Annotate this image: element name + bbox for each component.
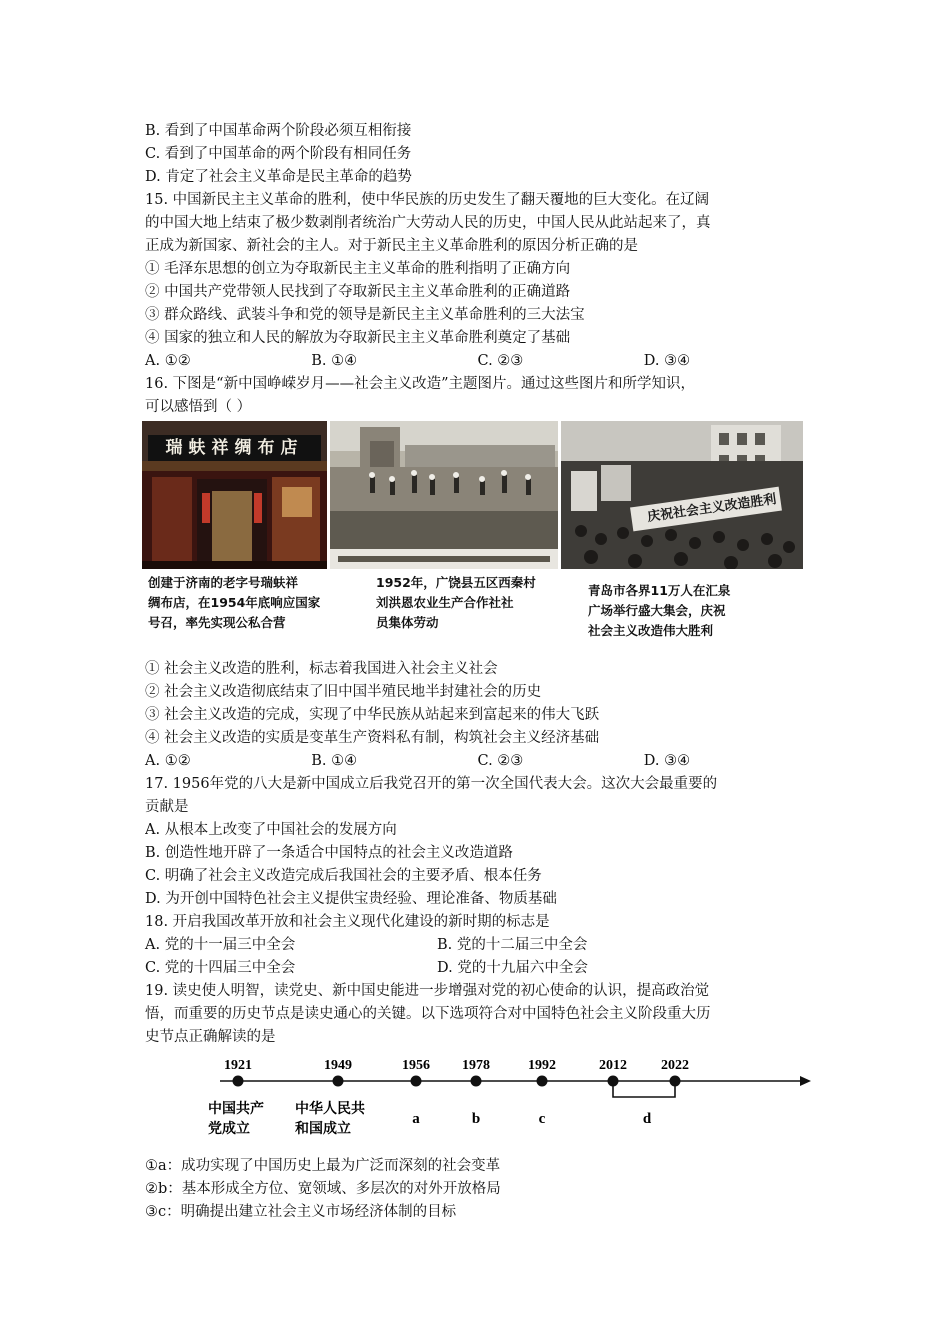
statement: ② 社会主义改造彻底结束了旧中国半殖民地半封建社会的历史 xyxy=(145,684,542,700)
timeline-year-1921: 1921 xyxy=(224,1058,252,1073)
question-stem: 17. 1956年党的八大是新中国成立后我党召开的第一次全国代表大会。这次大会最重要的 xyxy=(145,776,718,792)
answer-options xyxy=(145,350,810,373)
timeline-year-1978: 1978 xyxy=(462,1058,490,1073)
option-b[interactable]: B. 党的十二届三中全会 xyxy=(437,937,588,953)
statement: ② 中国共产党带领人民找到了夺取新民主主义革命胜利的正确道路 xyxy=(145,284,571,300)
timeline-year-2012: 2012 xyxy=(599,1058,627,1073)
question-stem: 贡献是 xyxy=(145,799,189,815)
timeline-dot-1992 xyxy=(537,1076,548,1087)
timeline-label: 中华人民共 xyxy=(295,1101,365,1117)
timeline-year-1956: 1956 xyxy=(402,1058,430,1073)
timeline-label: a xyxy=(412,1111,420,1127)
question-stem: 18. 开启我国改革开放和社会主义现代化建设的新时期的标志是 xyxy=(145,914,550,930)
question-stem: 史节点正确解读的是 xyxy=(145,1029,276,1045)
timeline-dot-1921 xyxy=(233,1076,244,1087)
question-stem: 可以感悟到（ ） xyxy=(145,399,252,415)
answer-options xyxy=(145,934,810,957)
option-a[interactable]: A. ①② xyxy=(145,753,191,769)
option-c[interactable]: C. ②③ xyxy=(477,753,524,769)
statement: ① 毛泽东思想的创立为夺取新民主主义革命的胜利指明了正确方向 xyxy=(145,261,571,277)
option-a[interactable]: A. ①② xyxy=(145,353,191,369)
question-stem: 悟，而重要的历史节点是读史通心的关键。以下选项符合对中国特色社会主义阶段重大历 xyxy=(145,1006,711,1022)
farm-work-photo xyxy=(330,421,558,569)
photo-caption-2: 1952年，广饶县五区西秦村 刘洪恩农业生产合作社社 员集体劳动 xyxy=(376,575,536,630)
option-c[interactable]: C. ②③ xyxy=(477,353,524,369)
timeline-label: c xyxy=(538,1111,546,1127)
history-timeline xyxy=(205,1053,815,1153)
option-a[interactable]: A. 从根本上改变了中国社会的发展方向 xyxy=(145,822,397,838)
question-15 xyxy=(145,189,810,373)
option-b[interactable]: B. 创造性地开辟了一条适合中国特点的社会主义改造道路 xyxy=(145,845,513,861)
timeline-dot-1949 xyxy=(333,1076,344,1087)
question-18 xyxy=(145,911,810,980)
option-d[interactable]: D. 党的十九届六中全会 xyxy=(437,960,588,976)
option-c[interactable]: C. 党的十四届三中全会 xyxy=(145,960,296,976)
option-d[interactable]: D. ③④ xyxy=(643,353,691,369)
statement: ④ 国家的独立和人民的解放为夺取新民主主义革命胜利奠定了基础 xyxy=(145,330,571,346)
timeline-label: 党成立 xyxy=(208,1121,250,1137)
statement: ③c：明确提出建立社会主义市场经济体制的目标 xyxy=(145,1204,457,1220)
option-line: B. 看到了中国革命两个阶段必须互相衔接 xyxy=(145,123,412,139)
statement: ③ 群众路线、武装斗争和党的领导是新民主主义革命胜利的三大法宝 xyxy=(145,307,585,323)
timeline-label-d: d xyxy=(642,1111,652,1127)
question-stem: 的中国大地上结束了极少数剥削者统治广大劳动人民的历史，中国人民从此站起来了，真 xyxy=(145,215,711,231)
option-d[interactable]: D. ③④ xyxy=(643,753,691,769)
option-d[interactable]: D. 为开创中国特色社会主义提供宝贵经验、理论准备、物质基础 xyxy=(145,891,557,907)
timeline-year-2022: 2022 xyxy=(661,1058,689,1073)
statement: ④ 社会主义改造的实质是变革生产资料私有制，构筑社会主义经济基础 xyxy=(145,730,600,746)
question-16 xyxy=(145,373,810,773)
question-stem: 19. 读史使人明智，读党史、新中国史能进一步增强对党的初心使命的认识，提高政治觉 xyxy=(145,983,710,999)
question-content xyxy=(145,120,810,1224)
storefront-sign: 瑞蚨祥绸布店 xyxy=(165,438,304,458)
answer-options xyxy=(145,750,810,773)
statement: ①a：成功实现了中国历史上最为广泛而深刻的社会变革 xyxy=(145,1158,501,1174)
timeline-label: 和国成立 xyxy=(295,1121,351,1137)
timeline-range-bracket xyxy=(613,1081,675,1097)
timeline-label: b xyxy=(471,1111,481,1127)
timeline-label: 中国共产 xyxy=(208,1101,264,1117)
photo-caption-1: 创建于济南的老字号瑞蚨祥 绸布店，在1954年底响应国家 号召，率先实现公私合营 xyxy=(148,575,321,630)
photo-caption-3: 青岛市各界11万人在汇泉 广场举行盛大集会，庆祝 社会主义改造伟大胜利 xyxy=(588,583,731,638)
timeline-dot-1956 xyxy=(411,1076,422,1087)
question-stem: 16. 下图是“新中国峥嵘岁月——社会主义改造”主题图片。通过这些图片和所学知识， xyxy=(145,376,695,392)
question-stem: 正成为新国家、新社会的主人。对于新民主主义革命胜利的原因分析正确的是 xyxy=(145,238,638,254)
timeline-year-1992: 1992 xyxy=(528,1058,556,1073)
option-line: D. 肯定了社会主义革命是民主革命的趋势 xyxy=(145,169,412,185)
statement: ① 社会主义改造的胜利，标志着我国进入社会主义社会 xyxy=(145,661,498,677)
statement: ②b：基本形成全方位、宽领域、多层次的对外开放格局 xyxy=(145,1181,501,1197)
rally-banner-text: 庆祝社会主义改造胜利 xyxy=(646,492,778,525)
option-line: C. 看到了中国革命的两个阶段有相同任务 xyxy=(145,146,412,162)
option-c[interactable]: C. 明确了社会主义改造完成后我国社会的主要矛盾、根本任务 xyxy=(145,868,542,884)
question-stem: 15. 中国新民主主义革命的胜利，使中华民族的历史发生了翻天覆地的巨大变化。在辽阔 xyxy=(145,192,710,208)
option-a[interactable]: A. 党的十一届三中全会 xyxy=(145,937,296,953)
photo-strip xyxy=(142,421,810,656)
answer-options xyxy=(145,957,810,980)
statement: ③ 社会主义改造的完成，实现了中华民族从站起来到富起来的伟大飞跃 xyxy=(145,707,600,723)
question-17 xyxy=(145,773,810,911)
question-19 xyxy=(145,980,810,1224)
timeline-year-1949: 1949 xyxy=(324,1058,352,1073)
timeline-arrow xyxy=(800,1076,811,1086)
option-b[interactable]: B. ①④ xyxy=(311,753,358,769)
option-b[interactable]: B. ①④ xyxy=(311,353,358,369)
timeline-dot-1978 xyxy=(471,1076,482,1087)
